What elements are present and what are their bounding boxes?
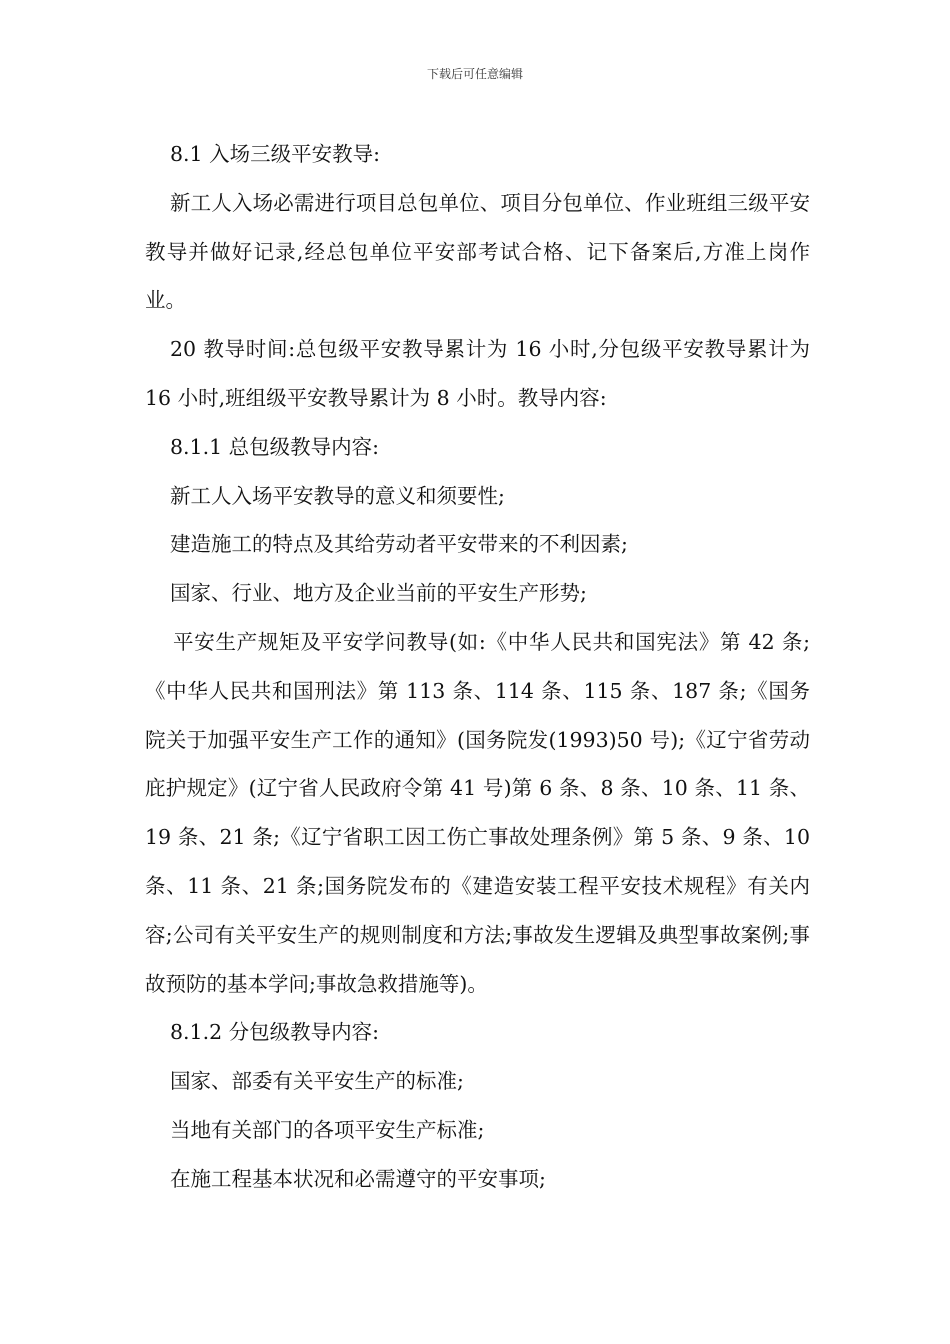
- section-heading-8-1-1: 8.1.1 总包级教导内容:: [170, 434, 380, 459]
- list-item-significance: 新工人入场平安教导的意义和须要性;: [170, 483, 505, 508]
- list-item-site-conditions: 在施工程基本状况和必需遵守的平安事项;: [170, 1166, 546, 1191]
- page-header-note: 下载后可任意编辑: [426, 67, 523, 81]
- section-heading-8-1-2: 8.1.2 分包级教导内容:: [170, 1020, 380, 1045]
- paragraph-education-hours: 20 教导时间:总包级平安教导累计为 16 小时,分包级平安教导累计为 16 小时,班组级平安教导累计为 8 小时。教导内容:: [145, 337, 810, 410]
- list-item-national-standards: 国家、部委有关平安生产的标准;: [170, 1069, 464, 1094]
- list-item-local-standards: 当地有关部门的各项平安生产标准;: [170, 1117, 485, 1142]
- paragraph-new-worker-education: 新工人入场必需进行项目总包单位、项目分包单位、作业班组三级平安教导并做好记录,经总包单位平安部考试合格、记下备案后,方准上岗作业。: [145, 190, 810, 313]
- section-heading-8-1: 8.1 入场三级平安教导:: [170, 142, 381, 166]
- list-item-safety-situation: 国家、行业、地方及企业当前的平安生产形势;: [170, 581, 587, 606]
- document-body: [145, 130, 810, 1204]
- paragraph-laws-and-regulations: 平安生产规矩及平安学问教导(如:《中华人民共和国宪法》第 42 条;《中华人民共和国刑法》第 113 条、114 条、115 条、187 条;《国务院关于加强平安生产工作的通知》(国务院发(1993)50 号);《辽宁省劳动庇护规定》(辽宁省人民政府令第 41 号)第 6 条、8 条、10 条、11 条、19 条、21 条;《辽宁省职工因工伤亡事故处理条例》第 5 条、9 条、10 条、11 条、21 条;国务院发布的《建造安装工程平安技术规程》有关内容;公司有关平安生产的规则制度和方法;事故发生逻辑及典型事故案例;事故预防的基本学问;事故急救措施等)。: [145, 629, 810, 996]
- list-item-construction-features: 建造施工的特点及其给劳动者平安带来的不利因素;: [170, 532, 628, 557]
